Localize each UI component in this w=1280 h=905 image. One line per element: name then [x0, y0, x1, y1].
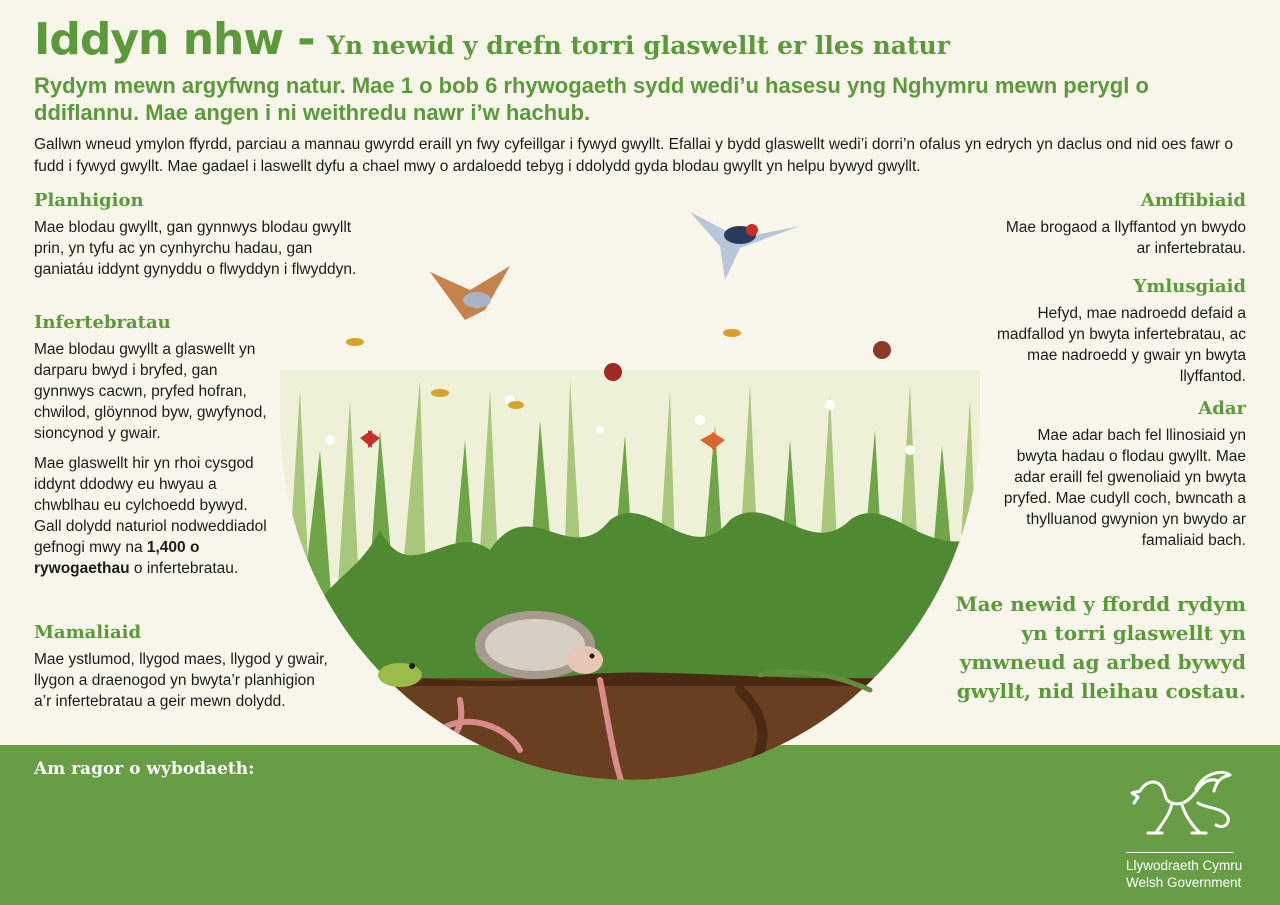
amphibians-section	[996, 190, 1246, 259]
mammals-heading: Mamaliaid	[34, 622, 142, 643]
invertebrates-species-count: 1,400 o rywogaethau	[34, 539, 200, 577]
invertebrates-text-2b: o infertebratau.	[133, 560, 239, 577]
invertebrates-section	[34, 312, 274, 579]
reptiles-text: Hefyd, mae nadroedd defaid a madfallod yn bwyta infertebratau, ac mae nadroedd y gwair yn bwyta llyffantod.	[997, 305, 1246, 385]
reptiles-heading: Ymlusgiaid	[1133, 276, 1246, 297]
invertebrates-text-2a: Mae glaswellt hir yn rhoi cysgod iddynt ddodwy eu hwyau a chwblhau eu cylchoedd bywyd. Gall dolydd naturiol nodweddiadol gefnogi mwy na	[34, 455, 267, 556]
amphibians-heading: Amffibiaid	[1140, 190, 1246, 211]
amphibians-text: Mae brogaod a llyffantod yn bwydo ar infertebratau.	[1005, 219, 1246, 257]
welsh-government-logo	[1126, 763, 1246, 891]
page-title	[34, 14, 1254, 65]
plants-text: Mae blodau gwyllt, gan gynnwys blodau gwyllt prin, yn tyfu ac yn cynhyrchu hadau, gan ganiatáu iddynt gynyddu o flwyddyn i flwyddyn.	[34, 219, 357, 278]
gov-name-english: Welsh Government	[1126, 875, 1242, 890]
reptiles-section	[976, 276, 1246, 387]
swallow-icon	[690, 212, 800, 280]
intro-paragraph: Gallwn wneud ymylon ffyrdd, parciau a mannau gwyrdd eraill yn fwy cyfeillgar i fywyd gwyllt. Efallai y bydd glaswellt wedi’i dorri’n ofalus yn edrych yn daclus ond nid oes fawr o fudd i fywyd gwyllt. Mae gadael i laswellt dyfu a chael mwy o ardaloedd tebyg i ddolydd gyda blodau gwyllt yn helpu bywyd gwyllt.	[34, 136, 1233, 175]
birds-text: Mae adar bach fel llinosiaid yn bwyta hadau o flodau gwyllt. Mae adar eraill fel gwenoliaid yn bwyta pryfed. Mae cudyll coch, bwncath a thylluanod gwynion yn bwydo ar famaliaid bach.	[1003, 427, 1246, 549]
mammals-text: Mae ystlumod, llygod maes, llygod y gwair, llygon a draenogod yn bwyta’r planhigion a’r infertebratau a geir mewn dolydd.	[34, 651, 328, 710]
title-main: Iddyn nhw -	[34, 14, 315, 65]
invertebrates-text-1: Mae blodau gwyllt a glaswellt yn darparu bwyd i bryfed, gan gynnwys cacwn, pryfed hofran, chwilod, glöynnod byw, gwyfynod, sioncynod y gwair.	[34, 341, 267, 442]
lead-paragraph: Rydym mewn argyfwng natur. Mae 1 o bob 6 rhywogaeth sydd wedi’u hasesu yng Nghymru mewn perygl o ddiflannu. Mae angen i ni weithredu nawr i’w hachub.	[34, 73, 1149, 125]
birds-section	[996, 398, 1246, 551]
invertebrates-heading: Infertebratau	[34, 312, 171, 333]
meadow-illustration	[270, 190, 990, 800]
soil	[270, 678, 990, 800]
gov-name-welsh: Llywodraeth Cymru	[1126, 858, 1243, 873]
meadow-scene	[270, 190, 990, 800]
logo-divider	[1126, 852, 1234, 853]
invertebrates-text-2	[34, 453, 274, 579]
more-info-heading: Am ragor o wybodaeth:	[34, 759, 255, 779]
frog-icon	[378, 663, 422, 687]
plants-heading: Planhigion	[34, 190, 144, 211]
title-sub: Yn newid y drefn torri glaswellt er lles natur	[327, 31, 950, 60]
tagline: Mae newid y ffordd rydym yn torri glaswellt yn ymwneud ag arbed bywyd gwyllt, nid lleihau costau.	[955, 592, 1246, 703]
birds-heading: Adar	[1198, 398, 1246, 419]
kestrel-icon	[430, 266, 510, 320]
dragon-icon	[1126, 763, 1236, 841]
